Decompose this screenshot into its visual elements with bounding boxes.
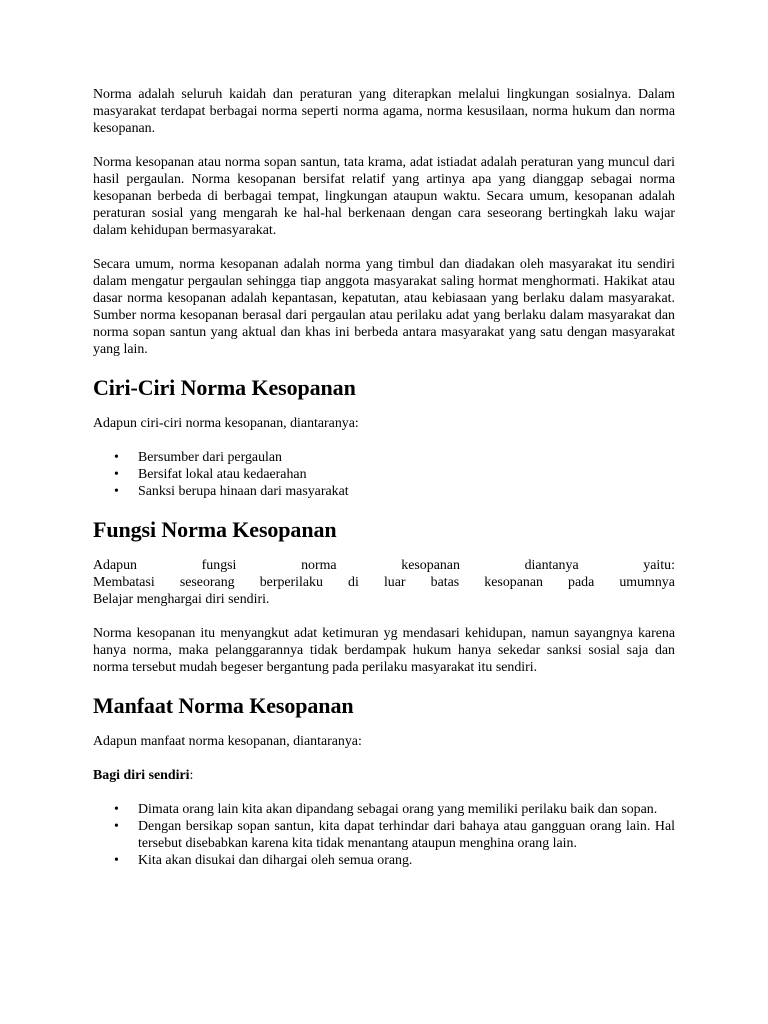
intro-paragraph-3: Secara umum, norma kesopanan adalah norma yang timbul dan diadakan oleh masyarakat itu sendiri dalam mengatur pergaulan sehingga tiap anggota masyarakat saling hormat menghormati. Hakikat atau dasar norma kesopanan adalah kepantasan, kepatutan, atau kebiasaan yang berlaku dalam masyarakat. Sumber norma kesopanan berasal dari pergaulan atau perilaku adat yang berlaku dalam masyarakat dan norma sopan santun yang aktual dan khas ini berbeda antara masyarakat yang satu dengan masyarakat yang lain. — [93, 257, 675, 357]
manfaat-subheading: Bagi diri sendiri: — [93, 768, 194, 783]
manfaat-heading: Manfaat Norma Kesopanan — [93, 693, 354, 718]
manfaat-lead: Adapun manfaat norma kesopanan, diantaranya: — [93, 734, 362, 749]
fungsi-line-1: Adapun fungsi norma kesopanan diantanya yaitu: — [93, 558, 675, 573]
bullet-icon: • — [114, 484, 119, 499]
fungsi-line-3: Belajar menghargai diri sendiri. — [93, 592, 270, 607]
list-item: • Sanksi berupa hinaan dari masyarakat — [114, 484, 349, 499]
ciri-list — [93, 449, 675, 500]
intro-paragraph-1: Norma adalah seluruh kaidah dan peraturan yang diterapkan melalui lingkungan sosialnya. Dalam masyarakat terdapat berbagai norma seperti norma agama, norma kesusilaan, norma hukum dan norma kesopanan. — [93, 87, 675, 136]
document-page — [93, 86, 675, 886]
bullet-icon: • — [114, 819, 119, 834]
bullet-icon: • — [114, 853, 119, 868]
list-item: • Bersumber dari pergaulan — [114, 450, 282, 465]
fungsi-block — [93, 557, 675, 608]
ciri-lead: Adapun ciri-ciri norma kesopanan, diantaranya: — [93, 416, 359, 431]
list-item: • Bersifat lokal atau kedaerahan — [114, 467, 307, 482]
fungsi-heading: Fungsi Norma Kesopanan — [93, 517, 337, 542]
bullet-icon: • — [114, 467, 119, 482]
bullet-icon: • — [114, 450, 119, 465]
list-item: • Dengan bersikap sopan santun, kita dapat terhindar dari bahaya atau gangguan orang lain. Hal tersebut disebabkan karena kita tidak menantang ataupun menghina orang lain. — [114, 819, 675, 851]
bullet-icon: • — [114, 802, 119, 817]
ciri-heading: Ciri-Ciri Norma Kesopanan — [93, 375, 356, 400]
list-item: • Dimata orang lain kita akan dipandang sebagai orang yang memiliki perilaku baik dan sopan. — [114, 802, 658, 817]
fungsi-paragraph: Norma kesopanan itu menyangkut adat ketimuran yg mendasari kehidupan, namun sayangnya karena hanya norma, maka pelanggarannya tidak berdampak hukum hanya sekedar sanksi sosial saja dan norma tersebut mudah begeser bergantung pada perilaku masyarakat itu sendiri. — [93, 626, 675, 675]
manfaat-list — [93, 801, 675, 869]
intro-paragraph-2: Norma kesopanan atau norma sopan santun, tata krama, adat istiadat adalah peraturan yang muncul dari hasil pergaulan. Norma kesopanan bersifat relatif yang artinya apa yang dianggap sebagai norma kesopanan berbeda di berbagai tempat, lingkungan ataupun waktu. Secara umum, kesopanan adalah peraturan sosial yang mengarah ke hal-hal berkenaan dengan cara seseorang bertingkah laku wajar dalam kehidupan bermasyarakat. — [93, 155, 675, 238]
fungsi-line-2: Membatasi seseorang berperilaku di luar batas kesopanan pada umumnya — [93, 575, 675, 590]
list-item: • Kita akan disukai dan dihargai oleh semua orang. — [114, 853, 413, 868]
